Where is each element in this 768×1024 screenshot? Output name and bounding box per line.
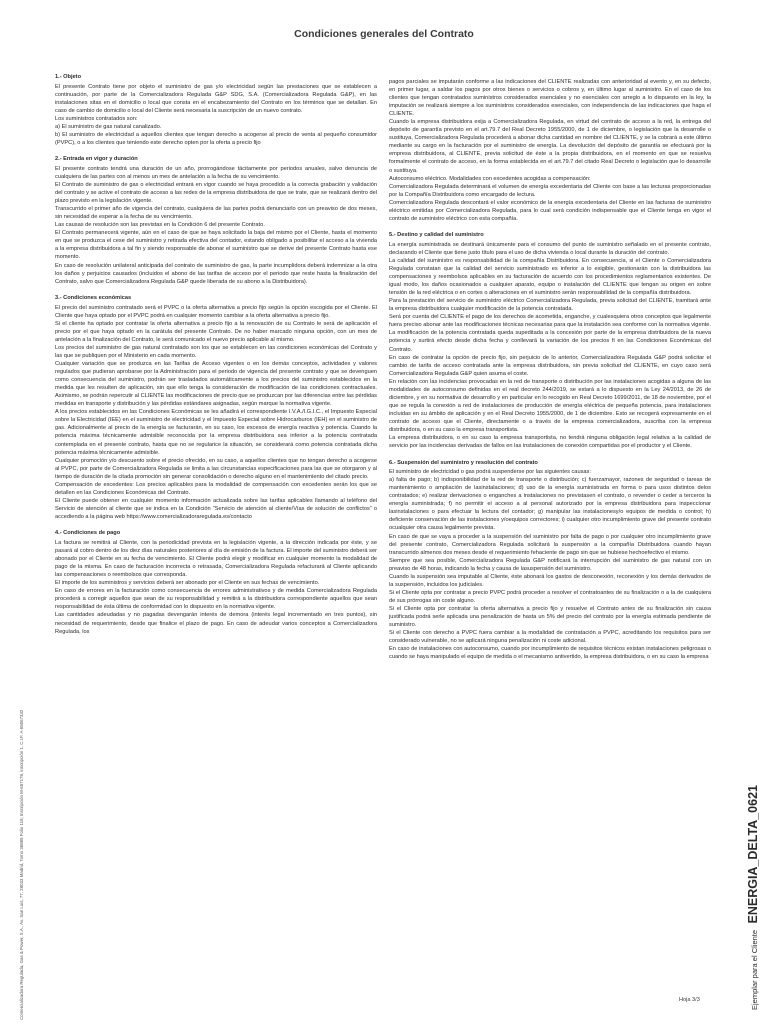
section-heading: 5.- Destino y calidad del suministro <box>389 232 484 239</box>
section-paragraph: a) El suministro de gas natural canalizado. <box>55 123 162 130</box>
section-paragraph: Comercializadora Regulada determinará el volumen de energía excedentaria del Cliente con base a las lecturas proporcionadas por la Compañía Distribuidora como encargado de lectura. <box>389 183 711 198</box>
section-paragraph: En caso de instalaciones con autoconsumo, cuando por incumplimiento de requisitos técnicos existan instalaciones peligrosas o cuando se haya manipulado el equipo de medida o el mecanismo antivertido, la empresa distribuidora, o en su caso la empresa <box>389 646 711 661</box>
contract-section <box>389 459 711 662</box>
section-paragraph: Cualquier variación que se produzca en las Tarifas de Acceso vigentes o en los demás conceptos, actividades y valores regulados que pudieran aprobarse por la Administración para el periodo de vigencia del presente contrato y que se devenguen como consecuencia del suministro, podrán ser trasladados automáticamente a los precios del suministro establecidos en la medida que les resulten de aplicación, sin que ello tenga la consideración de modificación de las condiciones contractuales. Asimismo, se podrán repercutir al CLIENTE las modificaciones de precio que se produzcan por las diferencias entre las pérdidas medidas en transporte y distribución y las pérdidas estándares asignadas, según marque la normativa vigente. <box>55 361 377 408</box>
page-number: Hoja 3/3 <box>679 997 700 1003</box>
left-column <box>55 73 377 644</box>
contract-section <box>55 155 377 285</box>
section-heading: 2.- Entrada en vigor y duración <box>55 156 138 163</box>
section-paragraph: Cuando la empresa distribuidora exija a Comercializadora Regulada, en virtud del contrato de acceso a la red, la entrega del depósito de garantía previsto en el art.79.7 del Real Decreto 1955/2000, de 1 de diciembre, o legislación que la desarrolle o sustituya, Comercializadora Regulada procederá a abonar dicha cantidad en nombre del CLIENTE, y se la cobrará a este último mediante su cargo en la facturación por el suministro de energía. La devolución del depósito de garantía se efectuará por la empresa distribuidora, al CLIENTE, previa solicitud de éste a la propia distribuidora, en el momento en que se resuelva formalmente el contrato de acceso, en la forma establecida en el art.79.7 del citado Real Decreto o legislación que lo desarrolle o sustituya. <box>389 119 711 174</box>
right-column <box>389 78 711 670</box>
contract-section <box>55 73 377 147</box>
company-registry-note: Comercializadora Regulada, Gas & Power, S.A., Av. San Luis, 77, 28033 Madrid, Tomo 36885 Folio 118, Inscripción M-657178, inscripción 1. C.I.F. A-65067332 <box>19 709 24 1020</box>
section-paragraph: Cuando la suspensión sea imputable al Cliente, éste abonará los gastos de desconexión, reconexión y los demás derivados de la suspensión, incluidos los judiciales. <box>389 573 711 588</box>
contract-section <box>389 231 711 450</box>
section-paragraph: Si el Cliente opta por contratar la oferta alternativa a precio fijo y resuelve el Contrato antes de su finalización sin causa justificada podrá serle aplicada una penalización de hasta un 5% del precio del contrato por la energía estimada pendiente de suministro. <box>389 605 711 629</box>
section-paragraph: Autoconsumo eléctrico. Modalidades con excedentes acogidas a compensación: <box>389 175 591 182</box>
section-paragraph: La energía suministrada se destinará únicamente para el consumo del punto de suministro señalado en el presente contrato, declarando el Cliente que tiene justo título para el uso de dicha vivienda o local durante la duración del contrato. <box>389 241 711 256</box>
section-paragraph: Para la prestación del servicio de suministro eléctrico Comercializadora Regulada, previa solicitud del CLIENTE, tramitará ante la empresa distribuidora cualquier modificación de la potencia contratada. <box>389 298 711 313</box>
section-paragraph: Transcurrido el primer año de vigencia del contrato, cualquiera de las partes podrá denunciarlo con un preaviso de dos meses, sin necesidad de esperar a la fecha de su vencimiento. <box>55 206 377 221</box>
contract-section <box>55 529 377 635</box>
section-paragraph: En caso de resolución unilateral anticipada del contrato de suministro de gas, la parte incumplidora deberá indemnizar a la otra los daños y perjuicios causados (incluidos el abono de las tarifas de acceso por el periodo que reste hasta la finalización del Contrato, salvo que Comercializadora Regulada G&P quede liberada de su abono a la Distribuidora). <box>55 262 377 285</box>
section-paragraph: Los precios del suministro de gas natural contratado son los que se establecen en las condiciones económicas del Contrato y las que se publiquen por el Ministerio en cada momento. <box>55 344 377 359</box>
section-paragraph: Las causas de resolución son las previstas en la Condición 6 del presente Contrato. <box>55 222 265 229</box>
section-paragraph: Los suministros contratados son: <box>55 115 138 122</box>
section-paragraph: El importe de los suministros y servicios deberá ser abonado por el Cliente en sus fechas de vencimiento. <box>55 580 320 587</box>
section-paragraph: El precio del suministro contratado será el PVPC o la oferta alternativa a precio fijo según la opción escogida por el Cliente. El Cliente que haya optado por el PVPC podrá en cualquier momento cambiar a la oferta alternativa a precio fijo. <box>55 304 377 319</box>
section-paragraph: El Contrato permanecerá vigente, aún en el caso de que se haya solicitado la baja del mismo por el Cliente, hasta el momento en que se produzca el cese del suministro y retirada efectiva del contador, estando obligado a posibilitar el acceso a la vivienda a la empresa distribuidora a tal fin y siendo responsable de abonar el suministro que se derive del presente Contrato hasta ese momento. <box>55 230 377 261</box>
section-paragraph: Compensación de excedentes: Los precios aplicables para la modalidad de compensación con excedentes serán los que se detallen en las Condiciones Económicas del Contrato. <box>55 481 377 496</box>
section-paragraph: El Cliente puede obtener en cualquier momento información actualizada sobre las tarifas aplicables llamando al teléfono del Servicio de atención al cliente que se indica en la Condición “Servicio de atención al cliente/Vías de solución de conflictos” o accediendo a la página web https://www.comercializadoraregulada.es/contacto <box>55 497 377 520</box>
section-heading: 6.- Suspensión del suministro y resolución del contrato <box>389 459 538 466</box>
section-paragraph: El Contrato de suministro de gas o electricidad entrará en vigor cuando se haya procedido a la correcta grabación y validación del contrato y se active el contrato de acceso a las redes de la empresa distribuidora de que se trate, que se realizará dentro del plazo previsto en la legislación vigente. <box>55 182 377 205</box>
section-heading: 4.- Condiciones de pago <box>55 530 121 537</box>
section-paragraph: El suministro de electricidad o gas podrá suspenderse por las siguientes causas: <box>389 469 591 476</box>
section-heading: 3.- Condiciones económicas <box>55 295 132 302</box>
section-paragraph: Cualquier promoción y/o descuento sobre el precio ofrecido, en su caso, a aquellos clientes que no tengan derecho a acogerse al PVPC, por parte de Comercializadora Regulada se limita a las circunstancias especificaciones para las que se otorgaron y al tiempo de duración de la citada promoción sin generar consolidación o derecho alguno en el mantenimiento del citado precio. <box>55 457 377 480</box>
section-paragraph: En caso de que se vaya a proceder a la suspensión del suministro por falta de pago o por cualquier otro incumplimiento grave del presente contrato, Comercializadora Regulada solicitará la suspensión a la compañía Distribuidora cuando hayan transcurrido almenos dos meses desde el requerimiento fehaciente de pago sin que se hubiese hechoefectivo el mismo. <box>389 533 711 556</box>
client-copy-label: Ejemplar para el Cliente <box>750 929 759 1010</box>
section-paragraph: Comercializadora Regulada descontará el valor económico de la energía excedentaria del Cliente en las facturas de suministro eléctrico emitidas por Comercializadora Regulada, para lo cual será condición indispensable que el Cliente tenga en vigor el contrato de suministro eléctrico con esta compañía. <box>389 199 711 222</box>
section-heading: 1.- Objeto <box>55 74 82 80</box>
contract-section <box>389 78 711 223</box>
section-paragraph: El presente Contrato tiene por objeto el suministro de gas y/o electricidad según las prestaciones que se establecen a continuación, por parte de la Comercializadora Regulada G&P SDG, S.A. (Comercializadora Regulada G&P), en las instalaciones sitas en el domicilio o local que consta en el encabezamiento del Contrato en los términos que se detallan. En caso de cambio de domicilio o local del Cliente será necesaria la suscripción de un nuevo contrato. <box>55 83 377 114</box>
section-paragraph: En caso de contratar la opción de precio fijo, sin perjuicio de lo anterior, Comercializadora Regulada G&P podrá solicitar el cambio de tarifa de acceso contratada ante la empresa distribuidora, sin previa solicitud del CLIENTE, en cuyo caso será Comercializadora Regulada G&P quien asuma el coste. <box>389 354 711 377</box>
contract-code: ENERGIA_DELTA_0621 <box>746 785 760 924</box>
section-paragraph: La empresa distribuidora, o en su caso la empresa transportista, no tendrá ninguna obligación legal relativa a la calidad de servicio por las incidencias derivadas de fallos en las instalaciones de conexión compartidas por el productor y el Cliente. <box>389 435 711 450</box>
section-paragraph: El presente contrato tendrá una duración de un año, prorrogándose tácitamente por periodos anuales, salvo denuncia de cualquiera de las partes con al menos un mes de antelación a la fecha de su vencimiento. <box>55 165 377 181</box>
section-paragraph: La factura se remitirá al Cliente, con la periodicidad prevista en la legislación vigente, a la dirección indicada por éste, y se pasará al cobro dentro de los diez días naturales posteriores al día de emisión de la factura. El importe del suministro deberá ser abonado por el Cliente en su fecha de vencimiento. El Cliente podrá elegir y modificar en cualquier momento la modalidad de pago de la misma. En caso de facturación incorrecta o retrasada, Comercializadora Regulada refacturará al Cliente aplicando las compensaciones o reembolsos que corresponda. <box>55 540 377 579</box>
section-paragraph: Siempre que sea posible, Comercializadora Regulada G&P notificará la interrupción del suministro de gas natural con un preaviso de 48 horas, indicando la fecha y causa de lasuspensión del suministro. <box>389 557 711 572</box>
section-paragraph: En caso de errores en la facturación como consecuencia de errores administrativos y de medida Comercializadora Regulada procederá a corregir aquellos que sean de su responsabilidad y remitirá a la distribuidora correspondiente aquellos que sean responsabilidad de ésta última de conformidad con lo dispuesto en la normativa vigente. <box>55 588 377 611</box>
section-paragraph: Las cantidades adeudadas y no pagadas devengarán interés de demora (interés legal incrementado en tres puntos), sin necesidad de requerimiento, desde que finalice el plazo de pago. En caso de adeudar varios conceptos a Comercializadora Regulada, los <box>55 612 377 635</box>
section-paragraph: a) falta de pago; b) indisponibilidad de la red de transporte o distribución; c) fuerzamayor, razones de seguridad o tareas de mantenimiento o ampliación de lasinstalaciones; d) uso de la energía suministrada en forma o para usos distintos delos contratados; e) realizar derivaciones o enganches a instalaciones no previstasen el contrato, o revender o ceder a terceros la energía suministrada; f) no permitir el acceso a al personal autorizado por la empresa distribuidora para inspeccionar lasinstalaciones o para efectuar la lectura del contador; g) manipular las instalacionesy/o equipos de medida o control; h) deficiente conservación de las instalaciones y/oequipos correctores; i) cualquier otro incumplimiento grave del presente contrato ocualquier otra causa legalmente prevista. <box>389 477 711 532</box>
document-title: Condiciones generales del Contrato <box>294 28 474 40</box>
section-paragraph: Si el cliente ha optado por contratar la oferta alternativa a precio fijo a la renovación de su Contrato le será de aplicación el precio por el que haya optado en la carátula del presente Contrato. De no haber marcado ninguna opción, con un mes de antelación a la finalización del Contrato, le será comunicado el nuevo precio aplicable al mismo. <box>55 320 377 343</box>
section-paragraph: A los precios establecidos en las Condiciones Económicas se les añadirá el correspondiente I.V.A./I.G.I.C., el Impuesto Especial sobre la Electricidad (IEE) en el suministro de electricidad y el Impuesto Especial sobre Hidrocarburos (IEH) en el suministro de gas. Adicionalmente al precio de la energía se facturarán, en su caso, los excesos de energía reactiva y potencia. Cuando la potencia máxima técnicamente admisible reconocida por la empresa distribuidora sea inferior a la potencia contratada contemplada en el presente contrato, hasta que no se regularice la situación, se considerará como potencia contratada dicha potencia máxima técnicamente admisible. <box>55 409 377 456</box>
section-paragraph: Si el Cliente opta por contratar a precio PVPC podrá proceder a resolver el contratoantes de su finalización o a la de cualquiera de sus prórrogas sin coste alguno. <box>389 589 711 604</box>
section-paragraph: La calidad del suministro es responsabilidad de la compañía Distribuidora. En consecuencia, si el Cliente o Comercializadora Regulada constatan que la calidad del servicio suministrado es inferior a lo exigible, gestionarán con la distribuidora las compensaciones y reembolsos aplicables en su facturación de acuerdo con los procedimientos reglamentarios existentes. De igual modo, los daños ocasionados a cualquier aparato, equipo o instalación del CLIENTE que tengan su origen en sobre tensión de la red eléctrica o en cortes o alteraciones en el suministro serán responsabilidad de la compañía distribuidora. <box>389 257 711 297</box>
section-paragraph: Será por cuenta del CLIENTE el pago de los derechos de acometida, enganche, y cualesquiera otros conceptos que legalmente fuera preciso abonar ante las modificaciones técnicas necesarias para que la instalación sea conforme con la normativa vigente. La modificación de la potencia contratada queda supeditada a la concesión por parte de la empresa distribuidora de la nueva potencia y surtirá efecto desde dicha fecha y conllevará la variación de los precios fi en las Condiciones Económicas del Contrato. <box>389 314 711 353</box>
section-paragraph: b) El suministro de electricidad a aquellos clientes que tengan derecho a acogerse al precio de venta al pequeño consumidor (PVPC), o a los clientes que teniendo este derecho opten por la oferta a precio fijo <box>55 131 377 146</box>
contract-section <box>55 294 377 521</box>
section-paragraph: pagos parciales se imputarán conforme a las indicaciones del CLIENTE realizadas con anterioridad al evento y, en su defecto, en primer lugar, a saldar los pagos por otros bienes o servicios o cobros y, en último lugar al suministro. En el caso de los clientes que tengan contratados suministros considerados esenciales y no esenciales con arreglo a lo dispuesto en la ley, la imputación se realizará siempre a los suministros considerados esenciales, con independencia de las indicaciones que haga el CLIENTE. <box>389 79 711 118</box>
client-copy-tag <box>744 785 762 1010</box>
section-paragraph: En relación con las incidencias provocadas en la red de transporte o distribución por las instalaciones acogidas a alguna de las modalidades de autoconsumo definidas en el real decreto 244/2019, se estará a lo dispuesto en la Ley 24/2013, de 26 de diciembre, y en su normativa de desarrollo y en particular en lo recogido en Real Decreto 1699/2011, de 18 de noviembre, por el que se regula la conexión a red de instalaciones de producción de energía eléctrica de pequeña potencia, para instalaciones incluidas en su ámbito de aplicación y en el Real Decreto 1955/2000, de 1 de diciembre. Esto se recogerá expresamente en el contrato de acceso que el Cliente, directamente o a través de la empresa comercializadora, suscriba con la empresa distribuidora, o en su caso la empresa transportista. <box>389 378 711 433</box>
section-paragraph: Si el Cliente con derecho a PVPC fuera cambiar a la modalidad de contratación a PVPC, acreditando los requisitos para ser considerado vulnerable, no se aplicará ninguna penalización ni coste adicional. <box>389 630 711 645</box>
